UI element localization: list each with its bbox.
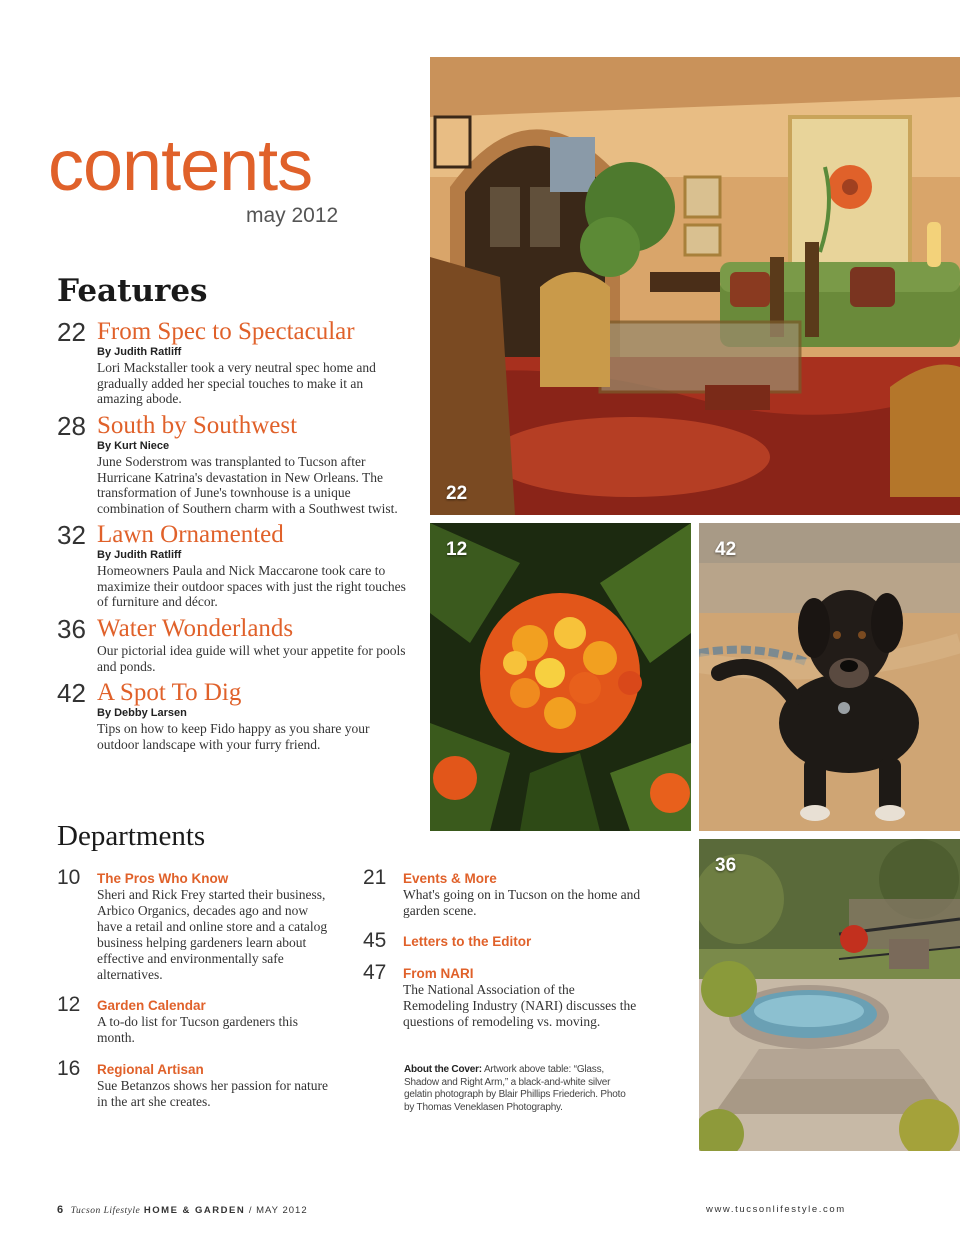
photo-page-number: 42 — [715, 539, 737, 560]
about-the-cover — [404, 1064, 634, 1114]
feature-title[interactable]: Water Wonderlands — [97, 615, 294, 642]
footer-website-link[interactable]: www.tucsonlifestyle.com — [706, 1204, 846, 1215]
features-heading: Features — [57, 273, 208, 309]
dog-illustration — [699, 523, 960, 831]
footer-folio — [57, 1204, 308, 1216]
department-page-number: 16 — [57, 1057, 81, 1080]
department-title[interactable]: Garden Calendar — [97, 998, 206, 1013]
department-item[interactable] — [57, 866, 328, 987]
department-item[interactable] — [57, 1057, 328, 1114]
feature-description: Tips on how to keep Fido happy as you share your outdoor landscape with your furry friend. — [97, 721, 370, 752]
feature-description: Homeowners Paula and Nick Maccarone took care to maximize their outdoor spaces with just the right touches of furniture and décor. — [97, 563, 406, 609]
department-title[interactable]: From NARI — [403, 966, 474, 981]
feature-item[interactable] — [57, 413, 407, 517]
department-description: The National Association of the Remodeling Industry (NARI) discusses the questions of remodeling vs. moving. — [403, 982, 637, 1029]
photo-page-number: 36 — [715, 855, 737, 876]
photo-living-room[interactable] — [430, 57, 960, 515]
feature-description: Our pictorial idea guide will whet your appetite for pools and ponds. — [97, 643, 406, 674]
feature-item[interactable] — [57, 319, 407, 409]
feature-page-number: 22 — [57, 317, 86, 347]
feature-item[interactable] — [57, 616, 407, 674]
department-title[interactable]: Letters to the Editor — [403, 934, 532, 949]
footer-separator: / — [248, 1205, 253, 1216]
feature-description: Lori Mackstaller took a very neutral spec home and gradually added her special touches to make it an amazing abode. — [97, 360, 376, 406]
feature-title[interactable]: From Spec to Spectacular — [97, 318, 355, 345]
feature-page-number: 36 — [57, 614, 86, 644]
photo-page-number: 12 — [446, 539, 468, 560]
living-room-illustration — [430, 57, 960, 515]
about-cover-text: Artwork above table: “Glass, Shadow and Right Arm,” a black-and-white silver gelatin photograph by Blair Phillips Friederich. Photo by Thomas Veneklasen Photography. — [404, 1064, 626, 1113]
footer-page-number: 6 — [57, 1204, 64, 1216]
spa-illustration — [699, 839, 960, 1151]
footer-issue: MAY 2012 — [256, 1205, 308, 1216]
page-title: contents — [48, 126, 313, 206]
department-item[interactable] — [363, 961, 637, 1034]
feature-title[interactable]: A Spot To Dig — [97, 679, 242, 706]
department-description: What's going on in Tucson on the home and garden scene. — [403, 887, 641, 918]
department-title[interactable]: Events & More — [403, 871, 497, 886]
department-page-number: 21 — [363, 866, 387, 889]
department-page-number: 45 — [363, 929, 387, 952]
department-title[interactable]: The Pros Who Know — [97, 871, 229, 886]
feature-title[interactable]: Lawn Ornamented — [97, 521, 284, 548]
department-page-number: 12 — [57, 993, 81, 1016]
feature-description: June Soderstrom was transplanted to Tucson after Hurricane Katrina's devastation in New Orleans. The transformation of June's townhouse is a unique combination of Southern charm with a Southwest twist. — [97, 454, 398, 516]
department-page-number: 47 — [363, 961, 387, 984]
footer-magazine-name: Tucson Lifestyle — [70, 1206, 141, 1216]
about-cover-label: About the Cover: — [404, 1064, 482, 1075]
department-description: A to-do list for Tucson gardeners this month. — [97, 1014, 298, 1045]
department-item[interactable] — [363, 866, 641, 923]
issue-date: may 2012 — [246, 204, 339, 227]
department-page-number: 10 — [57, 866, 81, 889]
department-description: Sue Betanzos shows her passion for nature in the art she creates. — [97, 1078, 328, 1109]
feature-byline: By Debby Larsen — [97, 707, 187, 719]
department-item[interactable] — [363, 930, 623, 954]
photo-spa[interactable] — [699, 839, 960, 1151]
photo-lantana[interactable] — [430, 523, 691, 831]
feature-item[interactable] — [57, 522, 407, 612]
lantana-illustration — [430, 523, 691, 831]
feature-item[interactable] — [57, 680, 407, 754]
department-title[interactable]: Regional Artisan — [97, 1062, 204, 1077]
feature-page-number: 32 — [57, 520, 86, 550]
feature-page-number: 28 — [57, 411, 86, 441]
department-description: Sheri and Rick Frey started their business, Arbico Organics, decades ago and now have a retail and online store and a catalog business helping gardeners learn about effective and environmentally safe alternatives. — [97, 887, 328, 982]
photo-page-number: 22 — [446, 483, 468, 504]
feature-byline: By Judith Ratliff — [97, 549, 182, 561]
feature-byline: By Kurt Niece — [97, 440, 170, 452]
photo-dog[interactable] — [699, 523, 960, 831]
departments-heading: Departments — [57, 820, 206, 852]
feature-byline: By Judith Ratliff — [97, 346, 182, 358]
department-item[interactable] — [57, 994, 317, 1050]
footer-section: HOME & GARDEN — [143, 1205, 246, 1216]
feature-page-number: 42 — [57, 678, 86, 708]
feature-title[interactable]: South by Southwest — [97, 412, 298, 439]
